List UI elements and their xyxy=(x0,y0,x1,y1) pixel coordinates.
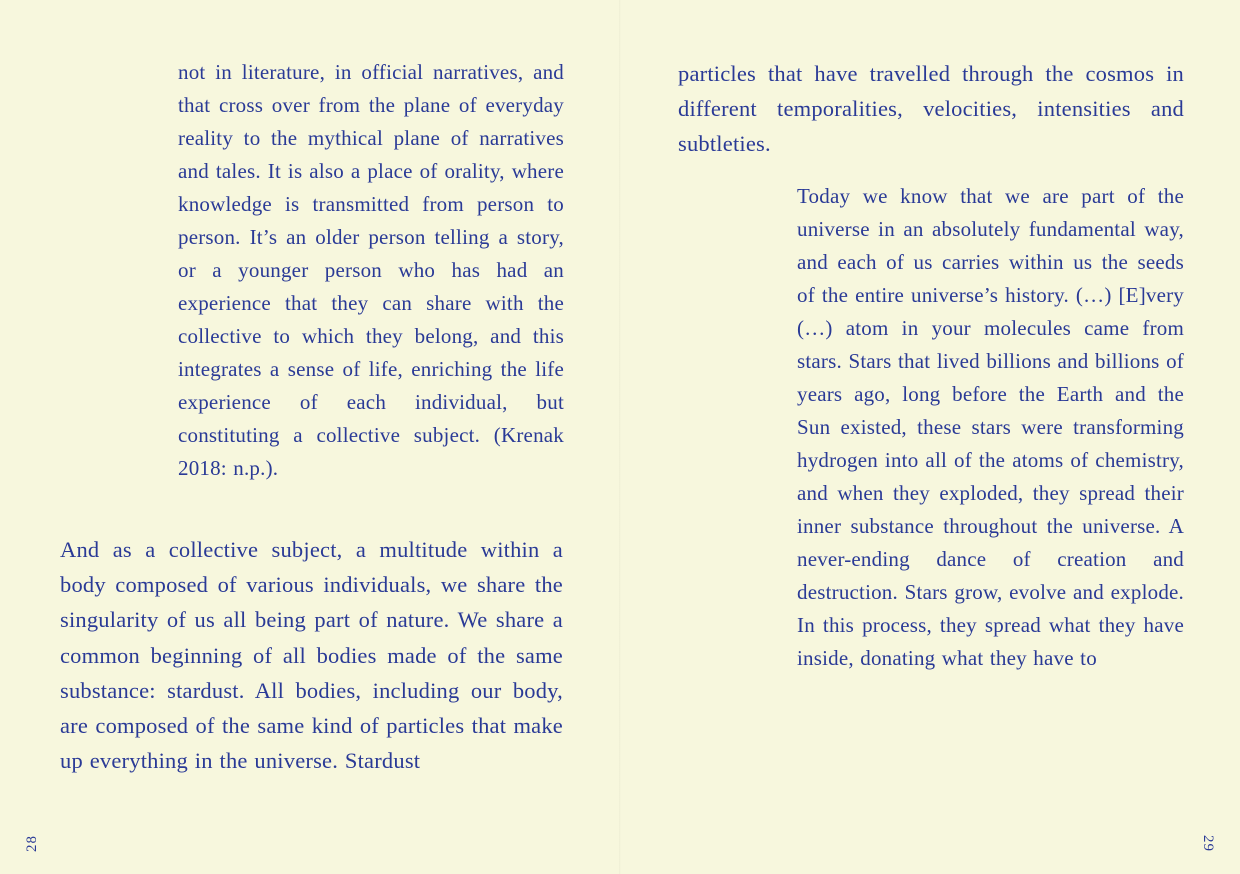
right-page-body-paragraph: particles that have travelled through the cosmos in different temporalities, velocities, intensities and subtleties. xyxy=(678,61,1184,157)
right-page-block-quote: Today we know that we are part of the universe in an absolutely fundamental way, and each of us carries within us the seeds of the entire universe’s history. (…) [E]very (…) atom in your molecules came from stars. Stars that lived billions and billions of years ago, long before the Earth and the Sun existed, these stars were transforming hydrogen into all of the atoms of chemistry, and when they exploded, they spread their inner substance throughout the universe. A never-ending dance of creation and destruction. Stars grow, evolve and explode. In this process, they spread what they have inside, donating what they have to xyxy=(797,184,1184,670)
left-page-block-quote: not in literature, in official narratives, and that cross over from the plane of everyday reality to the mythical plane of narratives and tales. It is also a place of orality, where knowledge is transmitted from person to person. It’s an older person telling a story, or a younger person who has had an experience that they can share with the collective to which they belong, and this integrates a sense of life, enriching the life experience of each individual, but constituting a collective subject. (Krenak 2018: n.p.). xyxy=(178,60,564,480)
page-right xyxy=(620,0,1240,874)
page-number-left: 28 xyxy=(24,835,40,852)
page-number-right: 29 xyxy=(1200,835,1216,852)
left-page-body-paragraph: And as a collective subject, a multitude within a body composed of various individuals, we share the singularity of us all being part of nature. We share a common beginning of all bodies made of the same substance: stardust. All bodies, including our body, are composed of the same kind of particles that make up everything in the universe. Stardust xyxy=(60,537,563,774)
